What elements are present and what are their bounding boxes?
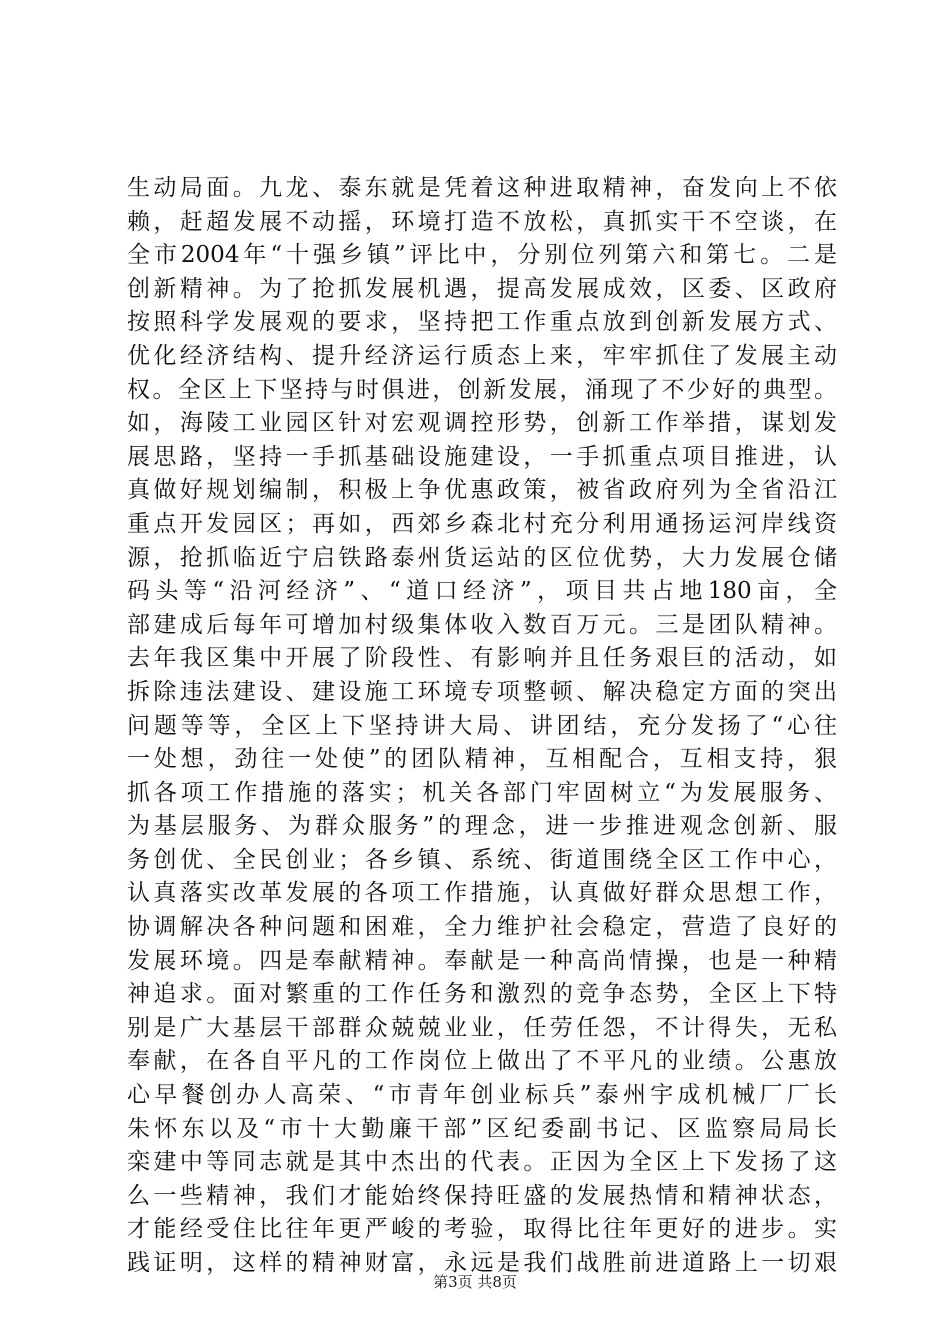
text-line: 如，海陵工业园区针对宏观调控形势，创新工作举措，谋划发 [127, 410, 837, 437]
text-line: 赖，赶超发展不动摇，环境打造不放松，真抓实干不空谈，在 [127, 208, 837, 235]
text-line: 真做好规划编制，积极上争优惠政策，被省政府列为全省沿江 [127, 477, 837, 504]
text-line: 去年我区集中开展了阶段性、有影响并且任务艰巨的活动，如 [127, 645, 837, 672]
text-line: 源，抢抓临近宁启铁路泰州货运站的区位优势，大力发展仓储 [127, 544, 837, 571]
text-line: 展思路，坚持一手抓基础设施建设，一手抓重点项目推进，认 [127, 443, 837, 470]
text-line: 优化经济结构、提升经济运行质态上来，牢牢抓住了发展主动 [127, 342, 837, 369]
text-line: 么一些精神，我们才能始终保持旺盛的发展热情和精神状态， [127, 1182, 837, 1209]
text-line: 重点开发园区；再如，西郊乡森北村充分利用通扬运河岸线资 [127, 510, 837, 537]
text-line: 码头等“沿河经济”、“道口经济”，项目共占地180亩，全 [127, 578, 837, 605]
text-line: 问题等等，全区上下坚持讲大局、讲团结，充分发扬了“心往 [127, 712, 837, 739]
text-line: 全市2004年“十强乡镇”评比中，分别位列第六和第七。二是 [127, 242, 837, 269]
body-text [127, 172, 837, 1281]
text-line: 神追求。面对繁重的工作任务和激烈的竞争态势，全区上下特 [127, 981, 837, 1008]
text-line: 朱怀东以及“市十大勤廉干部”区纪委副书记、区监察局局长 [127, 1115, 837, 1142]
text-line: 部建成后每年可增加村级集体收入数百万元。三是团队精神。 [127, 611, 837, 638]
text-line: 一处想，劲往一处使”的团队精神，互相配合，互相支持，狠 [127, 746, 837, 773]
text-line: 奉献，在各自平凡的工作岗位上做出了不平凡的业绩。公惠放 [127, 1048, 837, 1075]
text-line: 抓各项工作措施的落实；机关各部门牢固树立“为发展服务、 [127, 779, 837, 806]
text-line: 拆除违法建设、建设施工环境专项整顿、解决稳定方面的突出 [127, 678, 837, 705]
text-line: 创新精神。为了抢抓发展机遇，提高发展成效，区委、区政府 [127, 275, 837, 302]
page-footer: 第3页 共8页 [433, 1273, 517, 1291]
text-line: 按照科学发展观的要求，坚持把工作重点放到创新发展方式、 [127, 309, 837, 336]
text-line: 栾建中等同志就是其中杰出的代表。正因为全区上下发扬了这 [127, 1149, 837, 1176]
text-line: 为基层服务、为群众服务”的理念，进一步推进观念创新、服 [127, 813, 837, 840]
text-line: 才能经受住比往年更严峻的考验，取得比往年更好的进步。实 [127, 1216, 837, 1243]
text-line: 生动局面。九龙、泰东就是凭着这种进取精神，奋发向上不依 [127, 175, 837, 201]
text-line: 心早餐创办人高荣、“市青年创业标兵”泰州宇成机械厂厂长 [127, 1082, 837, 1109]
text-line: 别是广大基层干部群众兢兢业业，任劳任怨，不计得失，无私 [127, 1014, 837, 1041]
text-line: 权。全区上下坚持与时俱进，创新发展，涌现了不少好的典型。 [127, 376, 837, 403]
text-line: 发展环境。四是奉献精神。奉献是一种高尚情操，也是一种精 [127, 947, 837, 974]
text-line: 认真落实改革发展的各项工作措施，认真做好群众思想工作， [127, 880, 837, 907]
text-line: 务创优、全民创业；各乡镇、系统、街道围绕全区工作中心， [127, 846, 837, 873]
text-line: 协调解决各种问题和困难，全力维护社会稳定，营造了良好的 [127, 914, 837, 941]
text-line: 践证明，这样的精神财富，永远是我们战胜前进道路上一切艰 [127, 1250, 837, 1276]
